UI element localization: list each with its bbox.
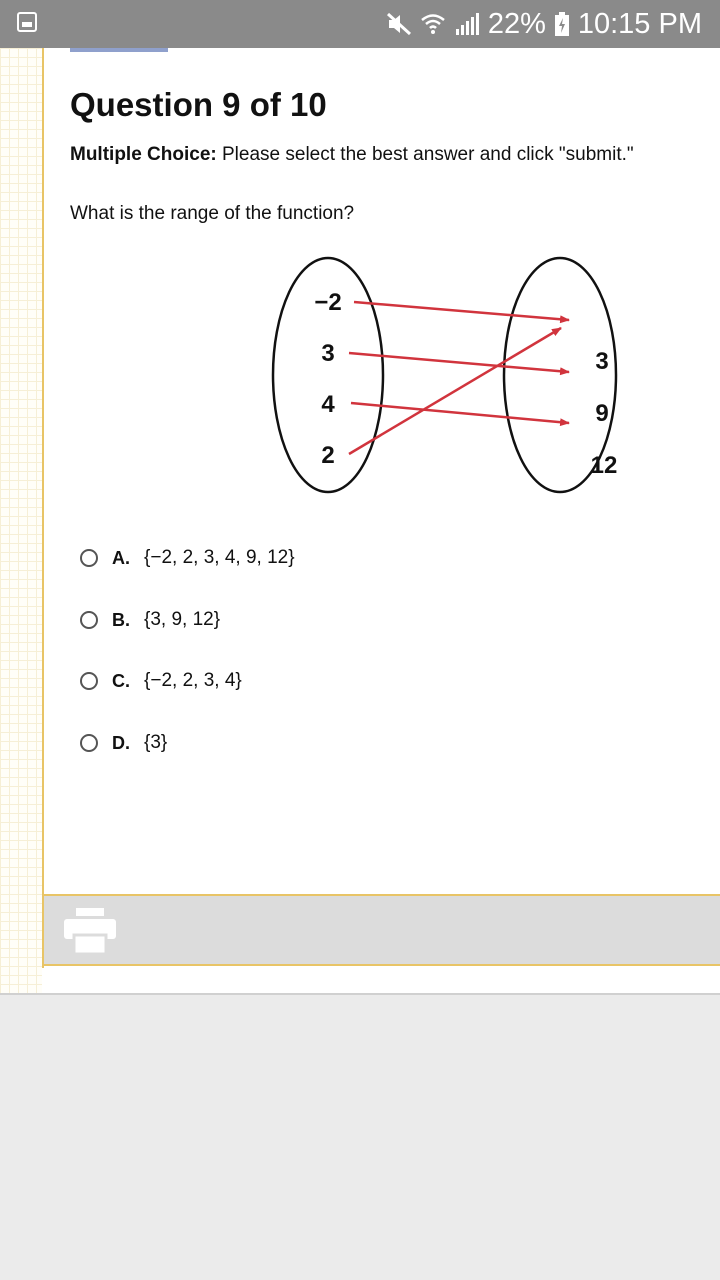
domain-value: 3: [321, 340, 335, 367]
domain-value: 2: [321, 442, 335, 469]
instructions: [70, 144, 634, 166]
range-value: 3: [595, 348, 609, 375]
clock: 10:15 PM: [577, 7, 702, 40]
battery-percent: 22%: [487, 7, 546, 40]
question-prompt: What is the range of the function?: [70, 203, 355, 224]
option-text: {−2, 2, 3, 4}: [144, 670, 242, 691]
option-d[interactable]: [80, 723, 480, 763]
status-icons: [386, 0, 702, 48]
status-bar: [0, 0, 720, 48]
option-a[interactable]: [80, 538, 480, 578]
option-letter: D.: [112, 732, 130, 753]
radio-button[interactable]: [80, 611, 98, 629]
top-tab-indicator: [70, 48, 168, 52]
domain-value: −2: [314, 289, 342, 316]
mute-icon: [386, 11, 412, 37]
question-panel: [42, 48, 720, 968]
mapping-arrow: [354, 302, 569, 320]
option-letter: C.: [112, 670, 130, 691]
wifi-icon: [420, 11, 446, 37]
mapping-diagram: [269, 255, 629, 495]
battery-charging-icon: [554, 11, 570, 37]
radio-button[interactable]: [80, 549, 98, 567]
option-text: {−2, 2, 3, 4, 9, 12}: [144, 547, 295, 568]
range-value: 9: [595, 400, 609, 427]
signal-icon: [454, 11, 480, 37]
option-letter: A.: [112, 547, 130, 568]
instruction-label: Multiple Choice:: [70, 144, 217, 165]
divider: [0, 993, 720, 995]
option-text: {3}: [144, 732, 168, 753]
range-value: 12: [590, 452, 618, 479]
radio-button[interactable]: [80, 672, 98, 690]
print-icon[interactable]: [64, 908, 116, 954]
footer-toolbar: [42, 894, 720, 966]
instruction-text: Please select the best answer and click "submit.": [216, 144, 634, 165]
option-text: {3, 9, 12}: [144, 609, 221, 630]
domain-value: 4: [321, 391, 335, 418]
option-letter: B.: [112, 609, 130, 630]
question-title: Question 9 of 10: [70, 86, 327, 123]
mapping-arrow: [351, 403, 569, 423]
radio-button[interactable]: [80, 734, 98, 752]
grid-background: [0, 48, 42, 994]
option-b[interactable]: [80, 600, 480, 640]
gallery-icon: [17, 12, 37, 32]
page: [0, 48, 720, 994]
option-c[interactable]: [80, 661, 480, 701]
